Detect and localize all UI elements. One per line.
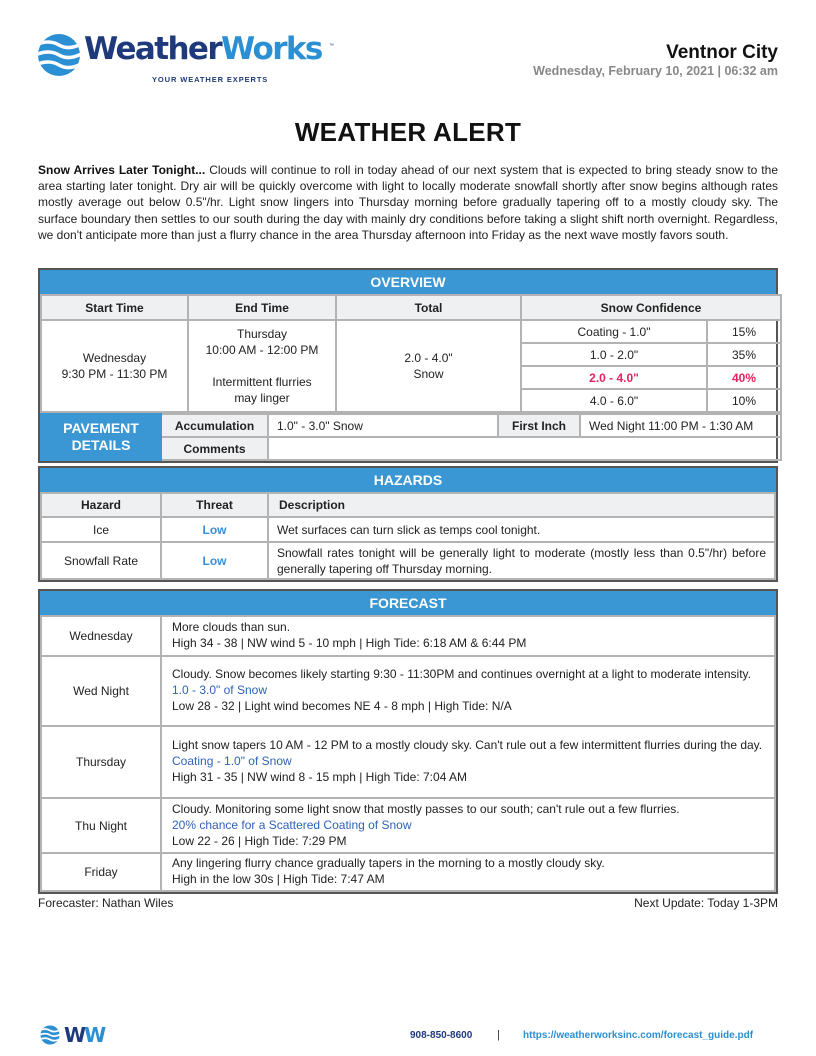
overview-section xyxy=(38,268,778,463)
page-title: WEATHER ALERT xyxy=(294,117,522,147)
hazard-row xyxy=(41,542,775,579)
forecast-title: FORECAST xyxy=(40,591,776,615)
logo-tagline: YOUR WEATHER EXPERTS xyxy=(152,75,269,84)
confidence-range: Coating - 1.0" xyxy=(521,320,707,343)
globe-icon xyxy=(40,1025,60,1045)
hazard-name: Ice xyxy=(41,517,161,542)
issued-datetime: Wednesday, February 10, 2021 | 06:32 am xyxy=(533,64,778,78)
forecast-row xyxy=(41,656,775,726)
forecast-text: More clouds than sun. High 34 - 38 | NW wind 5 - 10 mph | High Tide: 6:18 AM & 6:44 PM xyxy=(161,616,775,656)
start-time-cell: Wednesday 9:30 PM - 11:30 PM xyxy=(41,320,188,412)
confidence-range: 1.0 - 2.0" xyxy=(521,343,707,366)
intro-headline: Snow Arrives Later Tonight... xyxy=(38,163,206,177)
snow-accumulation: 20% chance for a Scattered Coating of Snow xyxy=(172,817,412,832)
forecast-row xyxy=(41,853,775,891)
hazard-description: Wet surfaces can turn slick as temps cool tonight. xyxy=(268,517,775,542)
forecast-text: Any lingering flurry chance gradually tapers in the morning to a mostly cloudy sky. High in the low 30s | High Tide: 7:47 AM xyxy=(161,853,775,891)
forecast-day: Wed Night xyxy=(41,656,161,726)
overview-table xyxy=(40,294,782,413)
forecast-day: Friday xyxy=(41,853,161,891)
ww-footer-logo: WW xyxy=(40,1025,110,1047)
hazards-title: HAZARDS xyxy=(40,468,776,492)
forecast-row xyxy=(41,616,775,656)
first-inch-label: First Inch xyxy=(498,414,580,437)
comments-value xyxy=(268,437,781,460)
forecast-day: Wednesday xyxy=(41,616,161,656)
forecast-row xyxy=(41,798,775,853)
forecast-text: Light snow tapers 10 AM - 12 PM to a mostly cloudy sky. Can't rule out a few intermittent flurries during the day. Coating - 1.0" of Snow High 31 - 35 | NW wind 8 - 15 mph | High Tide: 7:04 AM xyxy=(161,726,775,798)
forecast-section xyxy=(38,589,778,894)
forecast-day: Thu Night xyxy=(41,798,161,853)
pavement-table xyxy=(40,413,782,461)
forecast-text: Cloudy. Monitoring some light snow that mostly passes to our south; can't rule out a few flurries. 20% chance for a Scattered Coating of Snow Low 22 - 26 | High Tide: 7:29 PM xyxy=(161,798,775,853)
hazard-name: Snowfall Rate xyxy=(41,542,161,579)
intro-paragraph xyxy=(38,162,778,243)
confidence-range: 4.0 - 6.0" xyxy=(521,389,707,412)
accumulation-label: Accumulation xyxy=(161,414,268,437)
accumulation-value: 1.0" - 3.0" Snow xyxy=(268,414,498,437)
total-cell: 2.0 - 4.0" Snow xyxy=(336,320,521,412)
forecaster-name: Forecaster: Nathan Wiles xyxy=(38,896,174,910)
hazard-row xyxy=(41,517,775,542)
confidence-pct: 10% xyxy=(707,389,781,412)
snow-accumulation: 1.0 - 3.0" of Snow xyxy=(172,683,267,697)
confidence-range-highlighted: 2.0 - 4.0" xyxy=(521,366,707,389)
header-description: Description xyxy=(268,493,775,517)
header-threat: Threat xyxy=(161,493,268,517)
pavement-details-label: PAVEMENT DETAILS xyxy=(41,414,161,460)
confidence-pct: 15% xyxy=(707,320,781,343)
next-update: Next Update: Today 1-3PM xyxy=(634,896,778,910)
comments-label: Comments xyxy=(161,437,268,460)
header-end-time: End Time xyxy=(188,295,336,320)
forecast-row xyxy=(41,726,775,798)
intro-body: Clouds will continue to roll in today ahead of our next system that is expected to bring steady snow to the area starting later tonight. Dry air will be quickly overcome with light to locally moderate snowfall shortly after snow begins although rates mostly average out below 0.5"/hr. Light snow lingers into Thursday morning before gradually tapering off to a mostly cloudy sky. The surface boundary then settles to our south during the day with mainly dry conditions before taking a slight shift north overnight. Regardless, we don't anticipate more than just a flurry chance in the area Thursday afternoon into Friday as the next wave mostly favors south. xyxy=(38,163,778,242)
location-name: Ventnor City xyxy=(666,42,778,63)
hazard-threat: Low xyxy=(161,542,268,579)
end-time-cell: Thursday 10:00 AM - 12:00 PM Intermittent flurries may linger xyxy=(188,320,336,412)
weatherworks-logo xyxy=(37,33,337,85)
header-start-time: Start Time xyxy=(41,295,188,320)
snow-accumulation: Coating - 1.0" of Snow xyxy=(172,754,292,768)
header-hazard: Hazard xyxy=(41,493,161,517)
first-inch-value: Wed Night 11:00 PM - 1:30 AM xyxy=(580,414,781,437)
forecast-day: Thursday xyxy=(41,726,161,798)
hazards-table xyxy=(40,492,776,580)
confidence-pct-highlighted: 40% xyxy=(707,366,781,389)
phone-number: 908-850-8600 xyxy=(410,1030,473,1041)
overview-title: OVERVIEW xyxy=(40,270,776,294)
footer-separator: | xyxy=(497,1029,500,1041)
globe-icon xyxy=(37,33,81,77)
forecast-table xyxy=(40,615,776,892)
forecast-guide-link[interactable]: https://weatherworksinc.com/forecast_guide.pdf xyxy=(523,1030,754,1041)
hazard-description: Snowfall rates tonight will be generally light to moderate (mostly less than 0.5"/hr) before generally tapering off Thursday morning. xyxy=(268,542,775,579)
header-snow-confidence: Snow Confidence xyxy=(521,295,781,320)
header-total: Total xyxy=(336,295,521,320)
hazards-section xyxy=(38,466,778,582)
logo-wordmark: WeatherWorks xyxy=(84,31,322,67)
confidence-pct: 35% xyxy=(707,343,781,366)
hazard-threat: Low xyxy=(161,517,268,542)
trademark: ™ xyxy=(329,43,334,49)
forecast-text: Cloudy. Snow becomes likely starting 9:30 - 11:30PM and continues overnight at a light to moderate intensity. 1.0 - 3.0" of Snow Low 28 - 32 | Light wind becomes NE 4 - 8 mph | High Tide: N/A xyxy=(161,656,775,726)
